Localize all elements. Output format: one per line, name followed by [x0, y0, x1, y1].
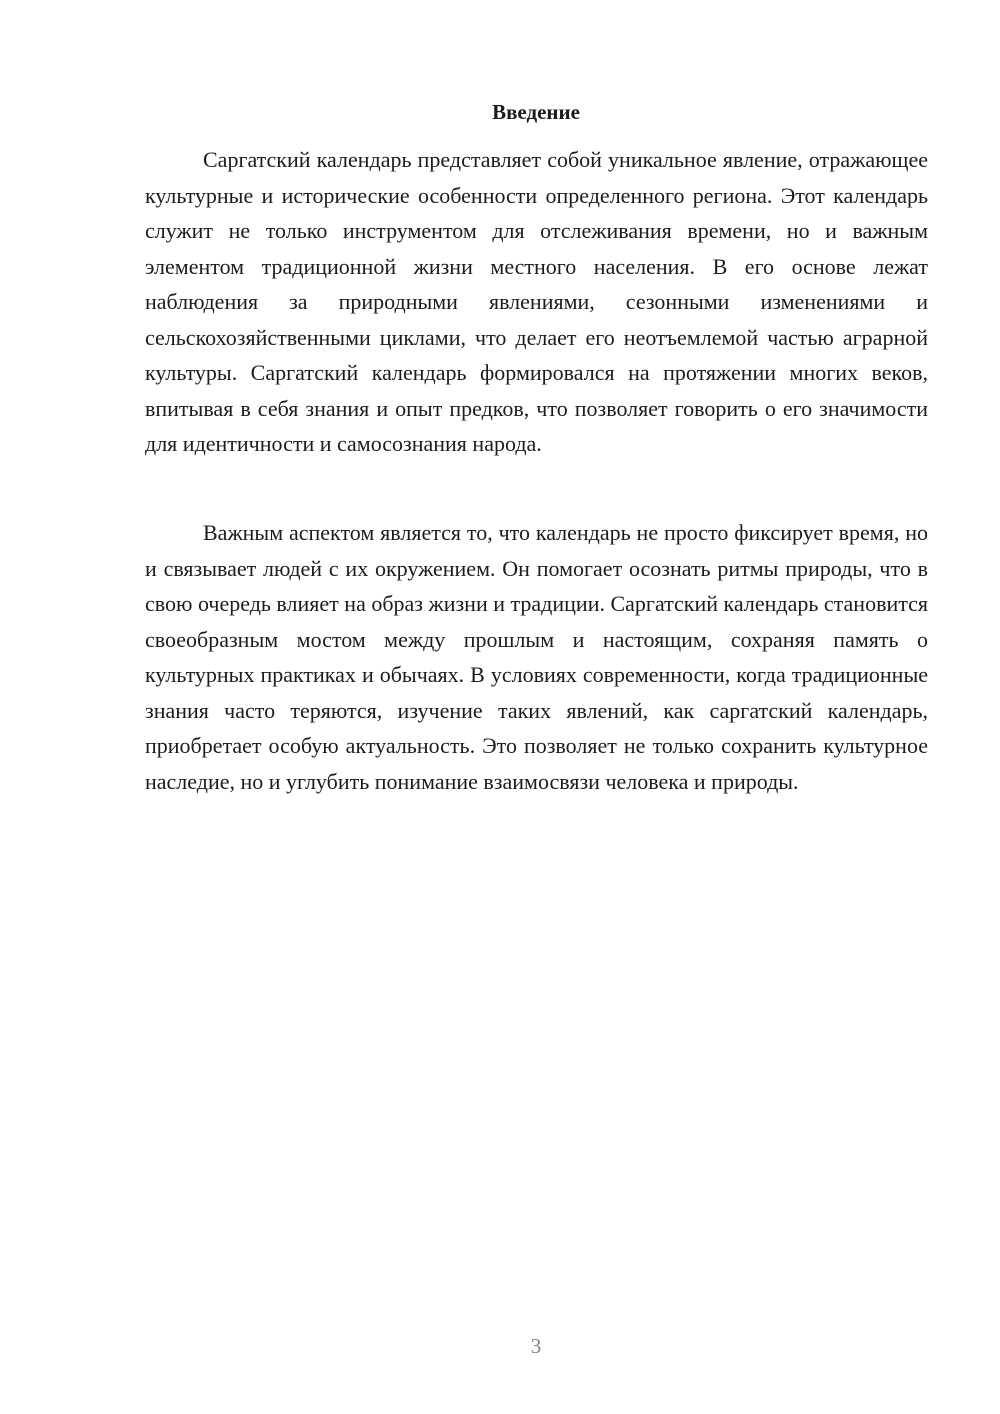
paragraph-1: Саргатский календарь представляет собой уникальное явление, отражающее культурные и исторические особенности определенного региона. Этот календарь служит не только инструментом для отслеживания времени, но и важным элементом традиционной жизни местного населения. В его основе лежат наблюдения за природными явлениями, сезонными изменениями и сельскохозяйственными циклами, что делает его неотъемлемой частью аграрной культуры. Саргатский календарь формировался на протяжении многих веков, впитывая в себя знания и опыт предков, что позволяет говорить о его значимости для идентичности и самосознания народа.	[145, 147, 928, 456]
page-number: 3	[530, 1334, 542, 1358]
paragraph-2: Важным аспектом является то, что календарь не просто фиксирует время, но и связывает людей с их окружением. Он помогает осознать ритмы природы, что в свою очередь влияет на образ жизни и традиции. Саргатский календарь становится своеобразным мостом между прошлым и настоящим, сохраняя память о культурных практиках и обычаях. В условиях современности, когда традиционные знания часто теряются, изучение таких явлений, как саргатский календарь, приобретает особую актуальность. Это позволяет не только сохранить культурное наследие, но и углубить понимание взаимосвязи человека и природы.	[145, 520, 928, 794]
section-heading: Введение	[492, 100, 580, 124]
